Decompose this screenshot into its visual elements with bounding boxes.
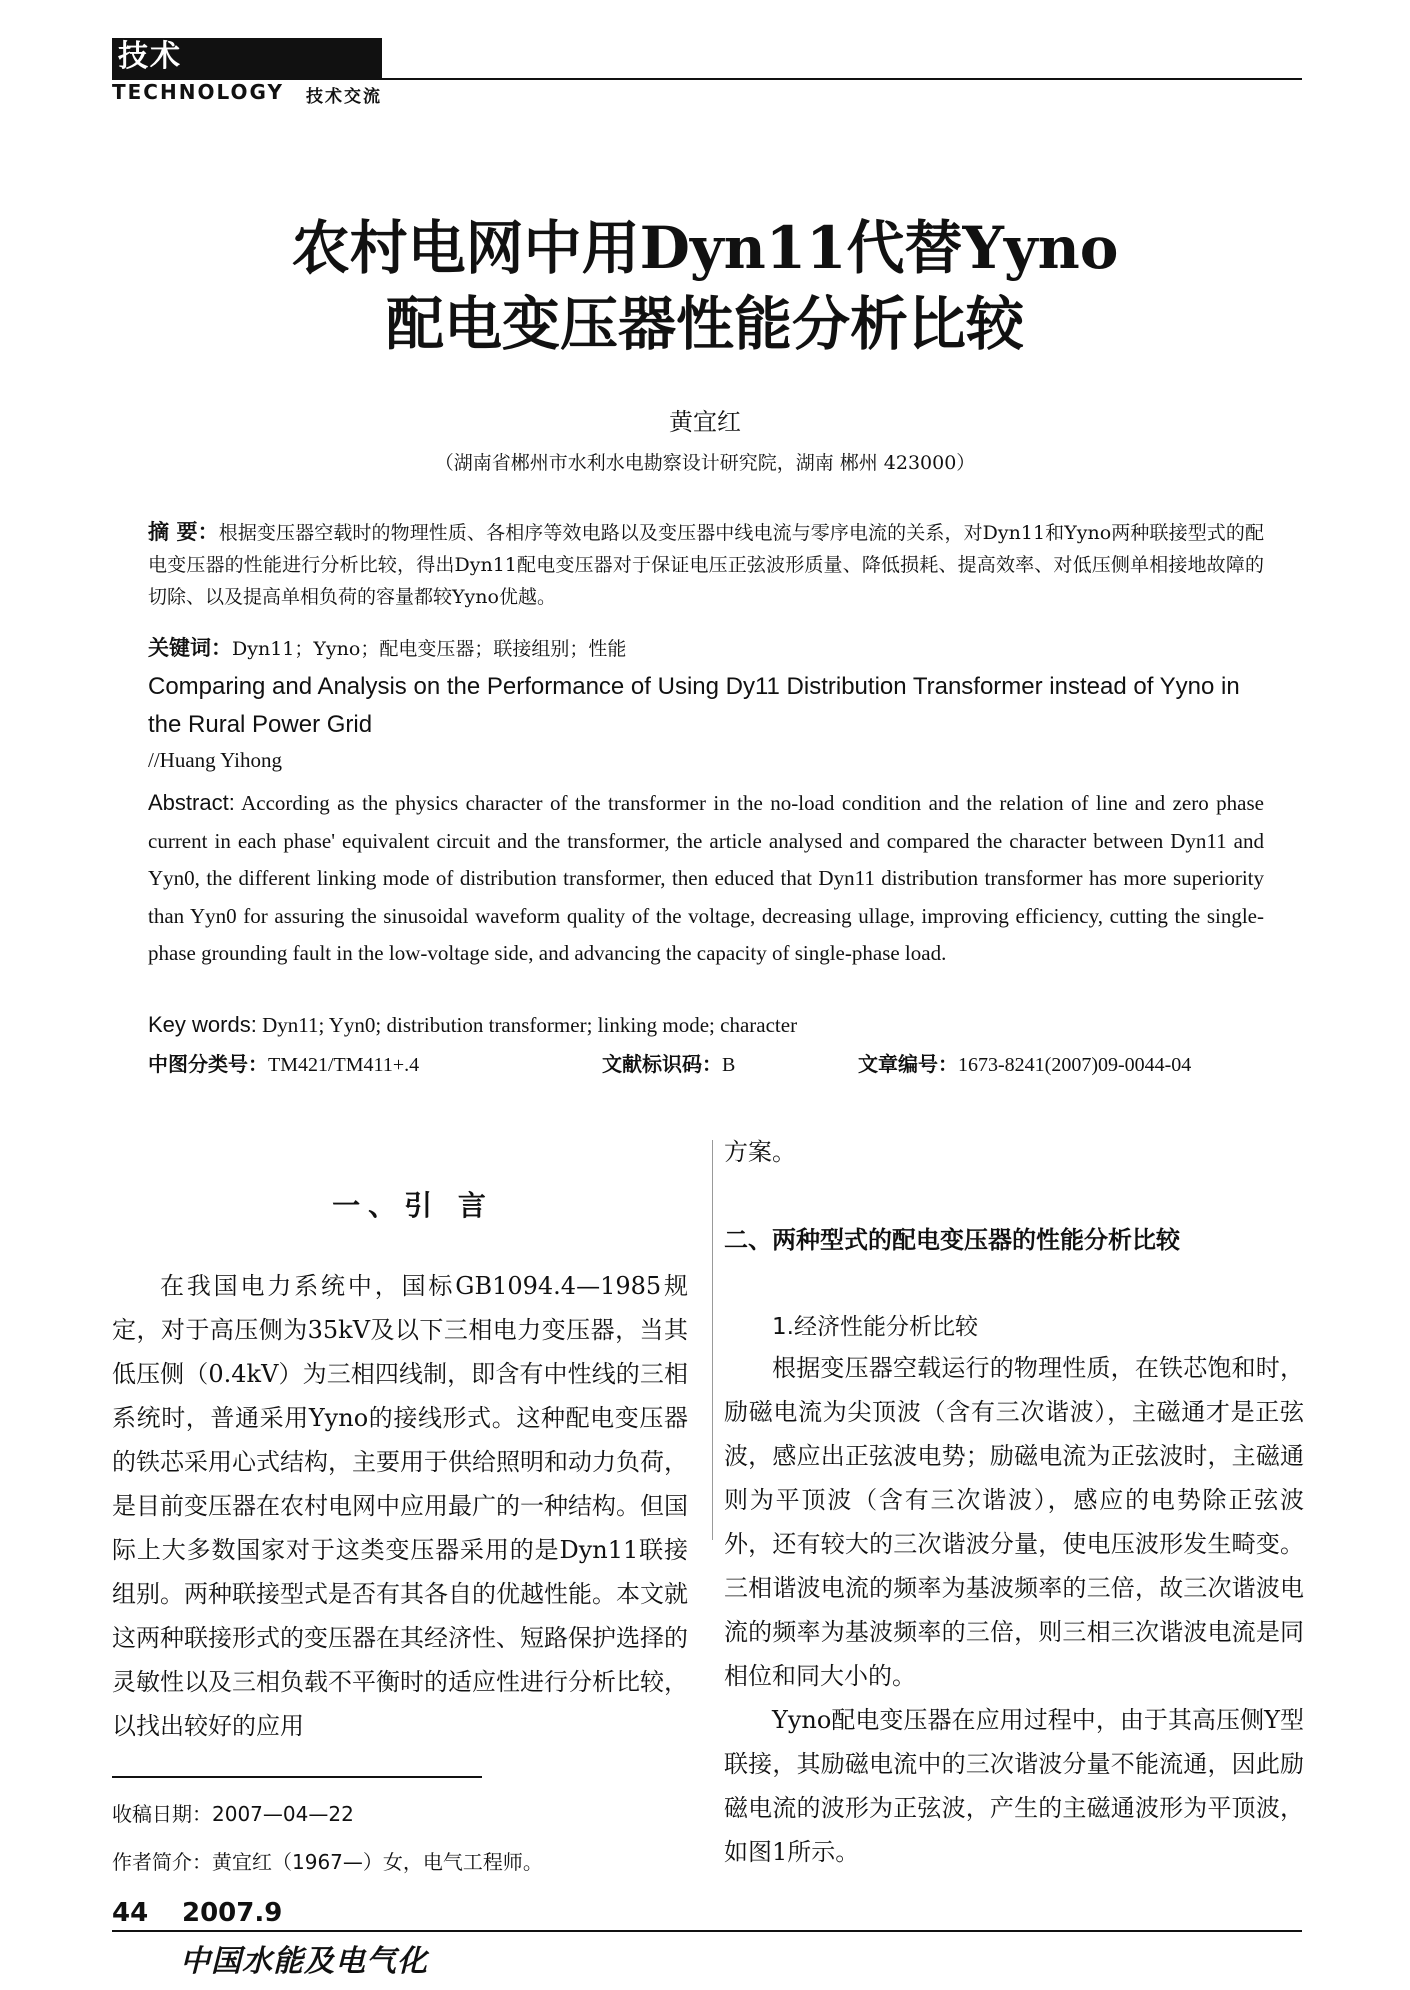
doc-code-value: B [722, 1054, 736, 1076]
subsection-1-paragraph-1: 根据变压器空载运行的物理性质，在铁芯饱和时，励磁电流为尖顶波（含有三次谐波），主磁通才是正弦波，感应出正弦波电势；励磁电流为正弦波时，主磁通则为平顶波（含有三次谐波），感应的电势除正弦波外，还有较大的三次谐波分量，使电压波形发生畸变。三相谐波电流的频率为基波频率的三倍，故三次谐波电流的频率为基波频率的三倍，则三相三次谐波电流是同相位和同大小的。 [724, 1354, 1304, 1690]
abstract-en-label: Abstract: [148, 790, 235, 815]
abstract-cn [148, 516, 1264, 613]
issue-date: 2007.9 [182, 1898, 283, 1928]
abstract-cn-label: 摘 要： [148, 520, 219, 544]
author-bio: 作者简介：黄宜红（1967—）女，电气工程师。 [112, 1850, 543, 1874]
article-number [858, 1048, 1191, 1077]
right-column-continuation: 方案。 [724, 1138, 796, 1166]
subsection-1-paragraph-2: Yyno配电变压器在应用过程中，由于其高压侧Y型联接，其励磁电流中的三次谐波分量不能流通，因此励磁电流的波形为正弦波，产生的主磁通波形为平顶波，如图1所示。 [724, 1706, 1304, 1866]
header-section-cn: 技术 [118, 39, 182, 74]
article-title [200, 210, 1210, 362]
keywords-en-text: Dyn11; Yyn0; distribution transformer; linking mode; character [262, 1013, 798, 1037]
keywords-cn-text: Dyn11；Yyno；配电变压器；联接组别；性能 [232, 638, 627, 660]
english-author: //Huang Yihong [148, 748, 282, 772]
keywords-en [148, 1012, 1264, 1038]
abstract-en-text: According as the physics character of the transformer in the no-load condition and the relation of line and zero phase current in each phase' equivalent circuit and the transformer, the article analysed and compared the character between Dyn11 and Yyn0, the different linking mode of distribution transformer, then educed that Dyn11 distribution transformer has more superiority than Yyn0 for assuring the sinusoidal waveform quality of the voltage, decreasing ullage, improving efficiency, cutting the single-phase grounding fault in the low-voltage side, and advancing the capacity of single-phase load. [148, 791, 1264, 965]
abstract-cn-text: 根据变压器空载时的物理性质、各相序等效电路以及变压器中线电流与零序电流的关系，对Dyn11和Yyno两种联接型式的配电变压器的性能进行分析比较，得出Dyn11配电变压器对于保证电压正弦波形质量、降低损耗、提高效率、对低压侧单相接地故障的切除、以及提高单相负荷的容量都较Yyno优越。 [148, 522, 1265, 608]
received-date: 收稿日期：2007—04—22 [112, 1802, 354, 1826]
keywords-cn-label: 关键词： [148, 636, 232, 660]
clc-value: TM421/TM411+.4 [268, 1054, 420, 1076]
journal-name: 中国水能及电气化 [180, 1944, 428, 1979]
section-1-heading: 一、引 言 [332, 1189, 494, 1222]
doc-code-label: 文献标识码： [602, 1052, 722, 1076]
document-code [602, 1048, 735, 1077]
article-number-label: 文章编号： [858, 1052, 958, 1076]
footnote-rule [112, 1776, 482, 1778]
footer-rule [112, 1930, 1302, 1932]
abstract-en [148, 784, 1264, 973]
clc-number [148, 1048, 419, 1077]
column-divider [712, 1140, 713, 1540]
author-affiliation: （湖南省郴州市水利水电勘察设计研究院，湖南 郴州 423000） [434, 452, 976, 474]
clc-label: 中图分类号： [148, 1052, 268, 1076]
section-2-heading: 二、两种型式的配电变压器的性能分析比较 [724, 1226, 1180, 1254]
header-section-en: TECHNOLOGY [112, 80, 284, 104]
keywords-en-label: Key words: [148, 1012, 257, 1037]
title-line-1: 农村电网中用Dyn11代替Yyno [291, 214, 1119, 282]
header-rule [112, 78, 1302, 80]
subsection-1-heading: 1.经济性能分析比较 [772, 1314, 978, 1340]
english-title: Comparing and Analysis on the Performance of Using Dy11 Distribution Transformer instead of Yyno in the Rural Power Grid [148, 673, 1240, 738]
title-line-2: 配电变压器性能分析比较 [385, 290, 1024, 358]
keywords-cn [148, 632, 1264, 665]
page-number: 44 [112, 1898, 149, 1928]
section-1-body: 在我国电力系统中，国标GB1094.4—1985规定，对于高压侧为35kV及以下三相电力变压器，当其低压侧（0.4kV）为三相四线制，即含有中性线的三相系统时，普通采用Yyno的接线形式。这种配电变压器的铁芯采用心式结构，主要用于供给照明和动力负荷，是目前变压器在农村电网中应用最广的一种结构。但国际上大多数国家对于这类变压器采用的是Dyn11联接组别。两种联接型式是否有其各自的优越性能。本文就这两种联接形式的变压器在其经济性、短路保护选择的灵敏性以及三相负载不平衡时的适应性进行分析比较，以找出较好的应用 [112, 1272, 688, 1740]
author-name: 黄宜红 [669, 408, 741, 436]
article-number-value: 1673-8241(2007)09-0044-04 [958, 1054, 1192, 1076]
header-column-name: 技术交流 [306, 87, 382, 107]
